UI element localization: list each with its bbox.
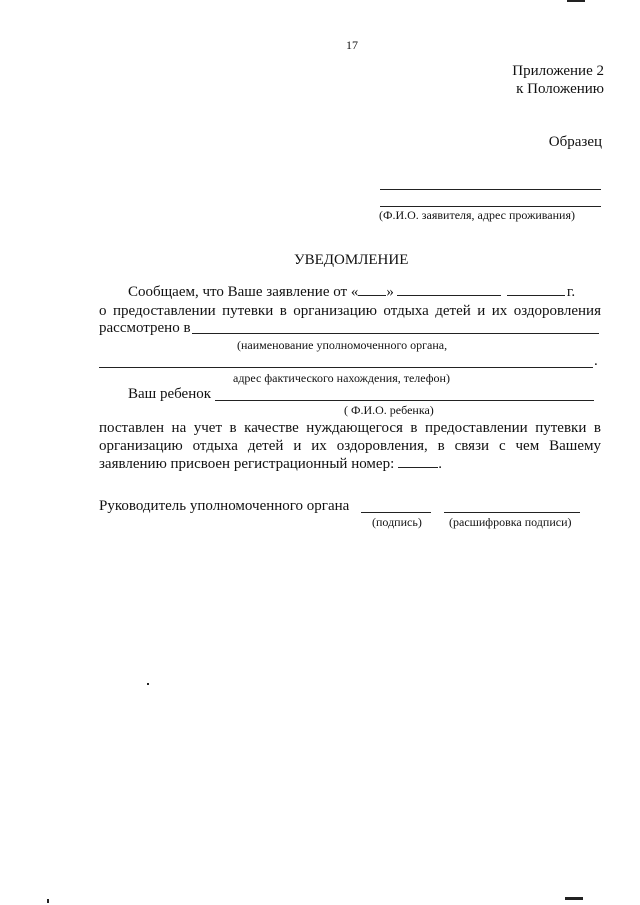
paragraph-line-2: организацию отдыха детей и их оздоровления, в связи с чем Вашему: [99, 438, 601, 454]
signature-decode-line: [444, 512, 580, 513]
sample-label: Образец: [548, 134, 602, 150]
organ-address-caption: адрес фактического нахождения, телефон): [233, 371, 450, 385]
month-blank: [397, 283, 501, 296]
applicant-line-2: [380, 206, 601, 207]
child-name-line: [215, 400, 594, 401]
intro-year-suffix: г.: [566, 284, 576, 300]
signature-label: Руководитель уполномоченного органа: [99, 498, 350, 514]
page-number: 17: [346, 38, 358, 52]
intro-close-quote: »: [386, 284, 394, 300]
paragraph-line-3: [99, 455, 442, 473]
registration-number-blank: [398, 455, 438, 468]
day-blank: [358, 283, 386, 296]
child-name-caption: ( Ф.И.О. ребенка): [344, 403, 434, 417]
scan-mark-top: [567, 0, 585, 2]
signature-line: [361, 512, 431, 513]
intro-prefix: Сообщаем, что Ваше заявление от «: [128, 284, 359, 300]
document-title: УВЕДОМЛЕНИЕ: [294, 252, 409, 268]
applicant-caption: (Ф.И.О. заявителя, адрес проживания): [379, 208, 575, 222]
organ-address-end: .: [594, 353, 598, 369]
appendix-line-1: Приложение 2: [512, 63, 604, 79]
paragraph-line-1: поставлен на учет в качестве нуждающегося в предоставлении путевки в: [99, 420, 601, 436]
registration-label: заявлению присвоен регистрационный номер:: [99, 456, 395, 472]
year-blank: [507, 283, 565, 296]
signature-caption: (подпись): [372, 515, 422, 529]
reviewed-by-label: рассмотрено в: [99, 320, 191, 336]
scan-mark-bottom: [565, 897, 583, 900]
intro-line-2: о предоставлении путевки в организацию отдыха детей и их оздоровления: [99, 303, 601, 319]
organ-address-line: [99, 367, 593, 368]
applicant-line-1: [380, 189, 601, 190]
intro-line: [128, 283, 575, 301]
organ-name-line: [192, 333, 599, 334]
appendix-line-2: к Положению: [516, 81, 604, 97]
organ-name-caption: (наименование уполномоченного органа,: [237, 338, 448, 352]
scan-speck-bottom: [47, 899, 49, 903]
signature-decode-caption: (расшифровка подписи): [449, 515, 572, 529]
scan-speck: [147, 683, 149, 685]
child-label: Ваш ребенок: [128, 386, 212, 402]
registration-end: .: [438, 456, 442, 472]
